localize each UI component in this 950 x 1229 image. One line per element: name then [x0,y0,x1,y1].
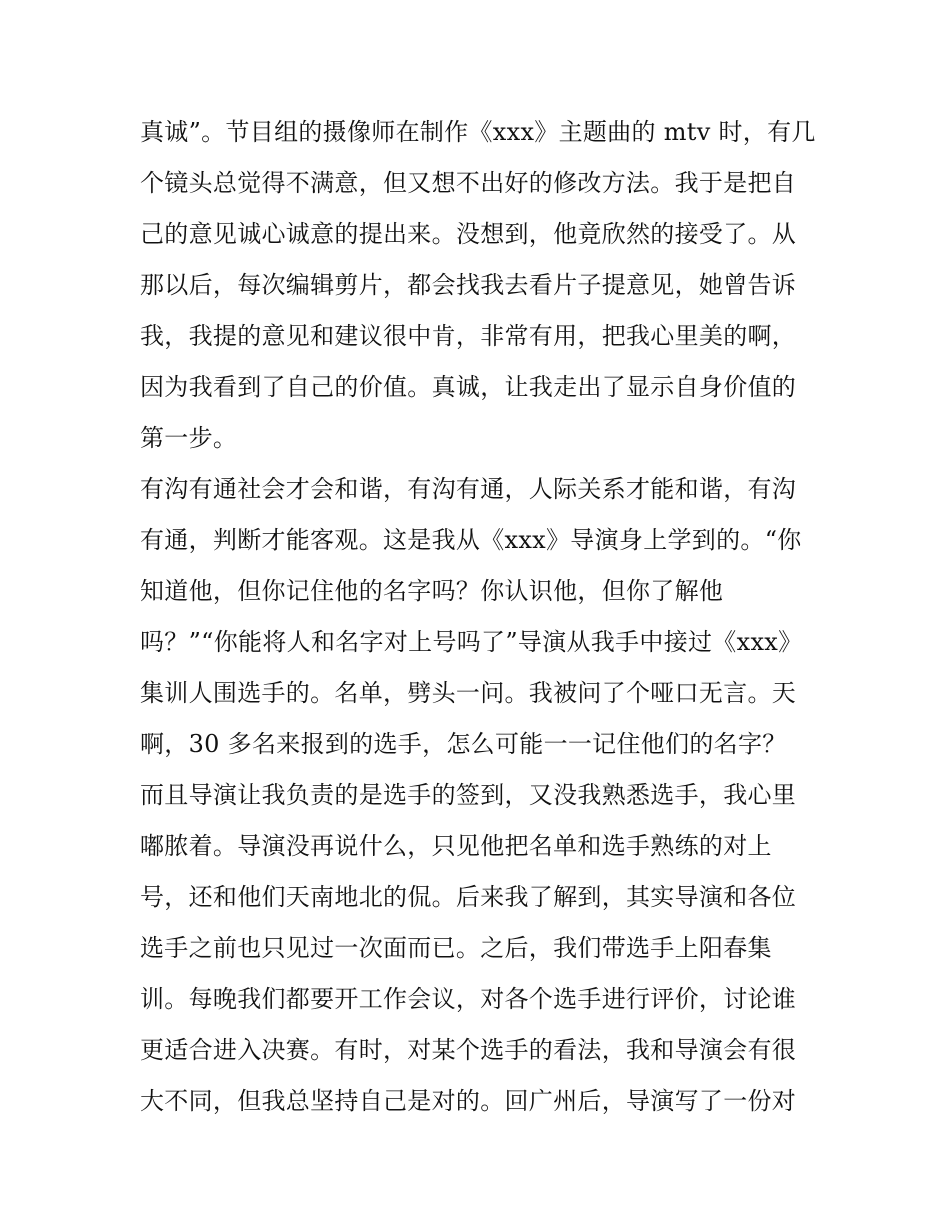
text-line: 那以后，每次编辑剪片，都会找我去看片子提意见，她曾告诉 [140,271,797,299]
text-line: 选手之前也只见过一次面而已。之后，我们带选手上阳春集 [140,934,772,962]
text-line: 第一步。 [140,424,238,452]
text-line: 真诚”。节目组的摄像师在制作《xxx》主题曲的 mtv 时，有几 [140,118,816,146]
text-line: 嘟脓着。导演没再说什么，只见他把名单和选手熟练的对上 [140,832,772,860]
text-line: 己的意见诚心诚意的提出来。没想到，他竟欣然的接受了。从 [140,220,797,248]
document-body [140,107,820,1127]
text-line: 吗？”“你能将人和名字对上号吗了”导演从我手中接过《xxx》 [140,628,803,656]
text-line: 个镜头总觉得不满意，但又想不出好的修改方法。我于是把自 [140,169,797,197]
text-line: 更适合进入决赛。有时，对某个选手的看法，我和导演会有很 [140,1036,797,1064]
text-line: 训。每晚我们都要开工作会议，对各个选手进行评价，讨论谁 [140,985,797,1013]
text-line: 我，我提的意见和建议很中肯，非常有用，把我心里美的啊， [140,322,797,350]
text-line: 有沟有通社会才会和谐，有沟有通，人际关系才能和谐，有沟 [140,475,797,503]
text-line: 号，还和他们天南地北的侃。后来我了解到，其实导演和各位 [140,883,797,911]
text-line: 集训人围选手的。名单，劈头一问。我被问了个哑口无言。天 [140,679,797,707]
text-line: 知道他，但你记住他的名字吗？你认识他，但你了解他 [140,577,724,605]
text-line: 而且导演让我负责的是选手的签到，又没我熟悉选手，我心里 [140,781,797,809]
text-line: 啊，30 多名来报到的选手，怎么可能一一记住他们的名字？ [140,730,787,758]
text-line: 有通，判断才能客观。这是我从《xxx》导演身上学到的。“你 [140,526,802,554]
text-line: 大不同，但我总坚持自己是对的。回广州后，导演写了一份对 [140,1087,797,1115]
text-line: 因为我看到了自己的价值。真诚，让我走出了显示自身价值的 [140,373,797,401]
